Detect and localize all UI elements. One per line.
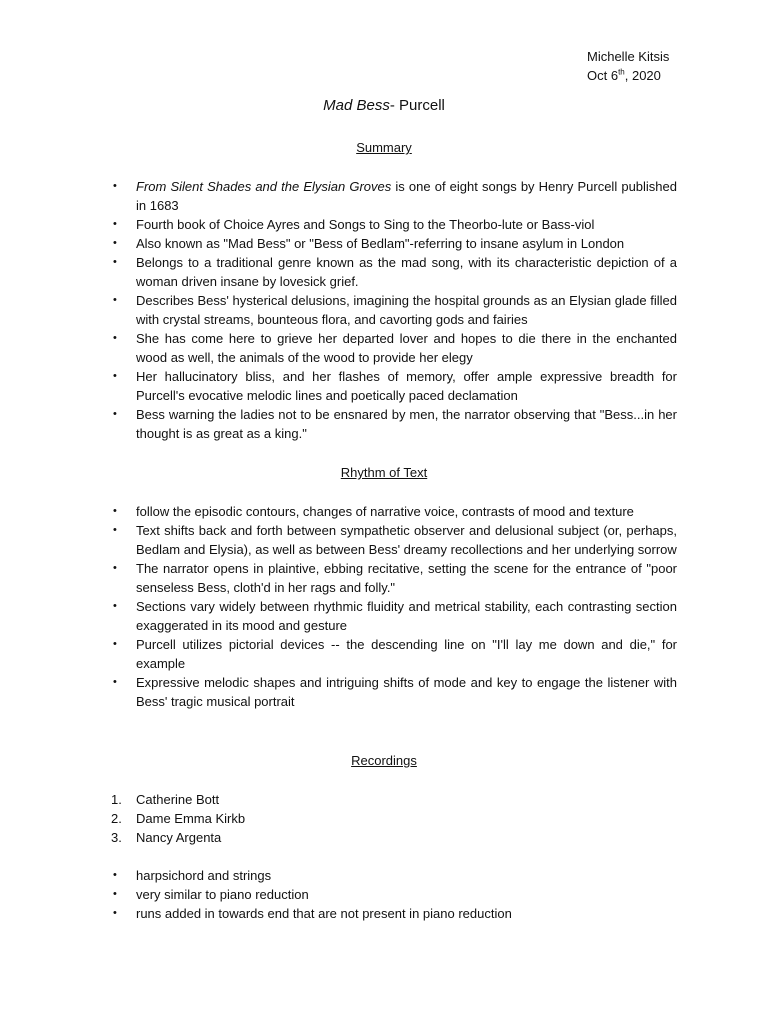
bullet-glyph: • <box>113 294 117 306</box>
list-item <box>113 866 677 885</box>
list-item <box>111 790 677 809</box>
bullet-glyph: • <box>113 638 117 650</box>
list-item <box>113 234 677 253</box>
list-item-text: runs added in towards end that are not present in piano reduction <box>136 906 512 921</box>
list-item-text: Fourth book of Choice Ayres and Songs to Sing to the Theorbo-lute or Bass-viol <box>136 217 595 232</box>
bullet-glyph: • <box>113 332 117 344</box>
performer-name: Catherine Bott <box>136 792 220 807</box>
list-item-text: is one of eight songs by Henry Purcell published in 1683 <box>136 179 677 213</box>
list-item <box>113 597 677 635</box>
bullet-glyph: • <box>113 562 117 574</box>
date-prefix: Oct 6 <box>587 68 619 83</box>
list-item <box>113 215 677 234</box>
recordings-heading: Recordings <box>351 753 417 768</box>
list-item <box>113 405 677 443</box>
list-item-text: Purcell utilizes pictorial devices -- the descending line on "I'll lay me down and die," for example <box>136 637 677 671</box>
bullet-glyph: • <box>113 256 117 268</box>
list-item-text: The narrator opens in plaintive, ebbing recitative, setting the scene for the entrance of "poor senseless Bess, cloth'd in her rags and folly." <box>136 561 677 595</box>
list-item-text: harpsichord and strings <box>136 868 272 883</box>
recordings-list <box>111 790 677 847</box>
list-item-text: follow the episodic contours, changes of narrative voice, contrasts of mood and texture <box>136 504 634 519</box>
performer-name: Dame Emma Kirkb <box>136 811 246 826</box>
list-item <box>113 291 677 329</box>
list-item <box>113 253 677 291</box>
bullet-glyph: • <box>113 600 117 612</box>
list-item-text: Belongs to a traditional genre known as the mad song, with its characteristic depiction of a woman driven insane by lovesick grief. <box>136 255 677 289</box>
bullet-glyph: • <box>113 408 117 420</box>
list-item <box>111 809 677 828</box>
title-work: Mad Bess <box>323 97 390 114</box>
list-number: 2. <box>111 811 122 826</box>
list-item-text: Also known as "Mad Bess" or "Bess of Bedlam"-referring to insane asylum in London <box>136 236 625 251</box>
bullet-glyph: • <box>113 524 117 536</box>
date-suffix: th <box>618 67 625 77</box>
header-meta <box>587 47 669 85</box>
list-item <box>113 673 677 711</box>
list-number: 1. <box>111 792 122 807</box>
bullet-glyph: • <box>113 370 117 382</box>
bullet-glyph: • <box>113 237 117 249</box>
list-item <box>113 367 677 405</box>
list-item-text: She has come here to grieve her departed lover and hopes to die there in the enchanted wood as well, the animals of the wood to provide her elegy <box>136 331 677 365</box>
document-title <box>0 96 768 116</box>
recording-notes-list <box>113 866 677 923</box>
bullet-glyph: • <box>113 180 117 192</box>
list-item <box>113 177 677 215</box>
list-item <box>113 521 677 559</box>
bullet-glyph: • <box>113 505 117 517</box>
list-item-text: Expressive melodic shapes and intriguing shifts of mode and key to engage the listener with Bess' tragic musical portrait <box>136 675 677 709</box>
list-item <box>111 828 677 847</box>
list-item-text: Describes Bess' hysterical delusions, imagining the hospital grounds as an Elysian glade filled with crystal streams, bounteous flora, and cavorting gods and fairies <box>136 293 677 327</box>
list-item <box>113 635 677 673</box>
bullet-glyph: • <box>113 869 117 881</box>
list-item <box>113 885 677 904</box>
author-name: Michelle Kitsis <box>587 49 670 64</box>
rhythm-heading: Rhythm of Text <box>340 465 428 480</box>
list-number: 3. <box>111 830 122 845</box>
bullet-glyph: • <box>113 907 117 919</box>
list-item <box>113 904 677 923</box>
list-item-text: Text shifts back and forth between sympathetic observer and delusional subject (or, perhaps, Bedlam and Elysia), as well as between Bess' dreamy recollections and her underlying sorrow <box>136 523 677 557</box>
date-year: , 2020 <box>624 68 661 83</box>
bullet-glyph: • <box>113 676 117 688</box>
list-item <box>113 559 677 597</box>
list-item <box>113 329 677 367</box>
rhythm-list <box>113 502 677 711</box>
list-item-text: Bess warning the ladies not to be ensnared by men, the narrator observing that "Bess...in her thought is as great as a king." <box>136 407 677 441</box>
song-title: From Silent Shades and the Elysian Groves <box>136 179 392 194</box>
list-item <box>113 502 677 521</box>
summary-list <box>113 177 677 443</box>
document-date <box>587 66 669 85</box>
performer-name: Nancy Argenta <box>136 830 222 845</box>
bullet-glyph: • <box>113 888 117 900</box>
list-item-text: Sections vary widely between rhythmic fluidity and metrical stability, each contrasting section exaggerated in its mood and gesture <box>136 599 677 633</box>
list-item-text: very similar to piano reduction <box>136 887 309 902</box>
bullet-glyph: • <box>113 218 117 230</box>
summary-heading: Summary <box>356 140 412 155</box>
list-item-text: Her hallucinatory bliss, and her flashes of memory, offer ample expressive breadth for Purcell's evocative melodic lines and poetically paced declamation <box>136 369 677 403</box>
title-composer: - Purcell <box>389 97 445 114</box>
